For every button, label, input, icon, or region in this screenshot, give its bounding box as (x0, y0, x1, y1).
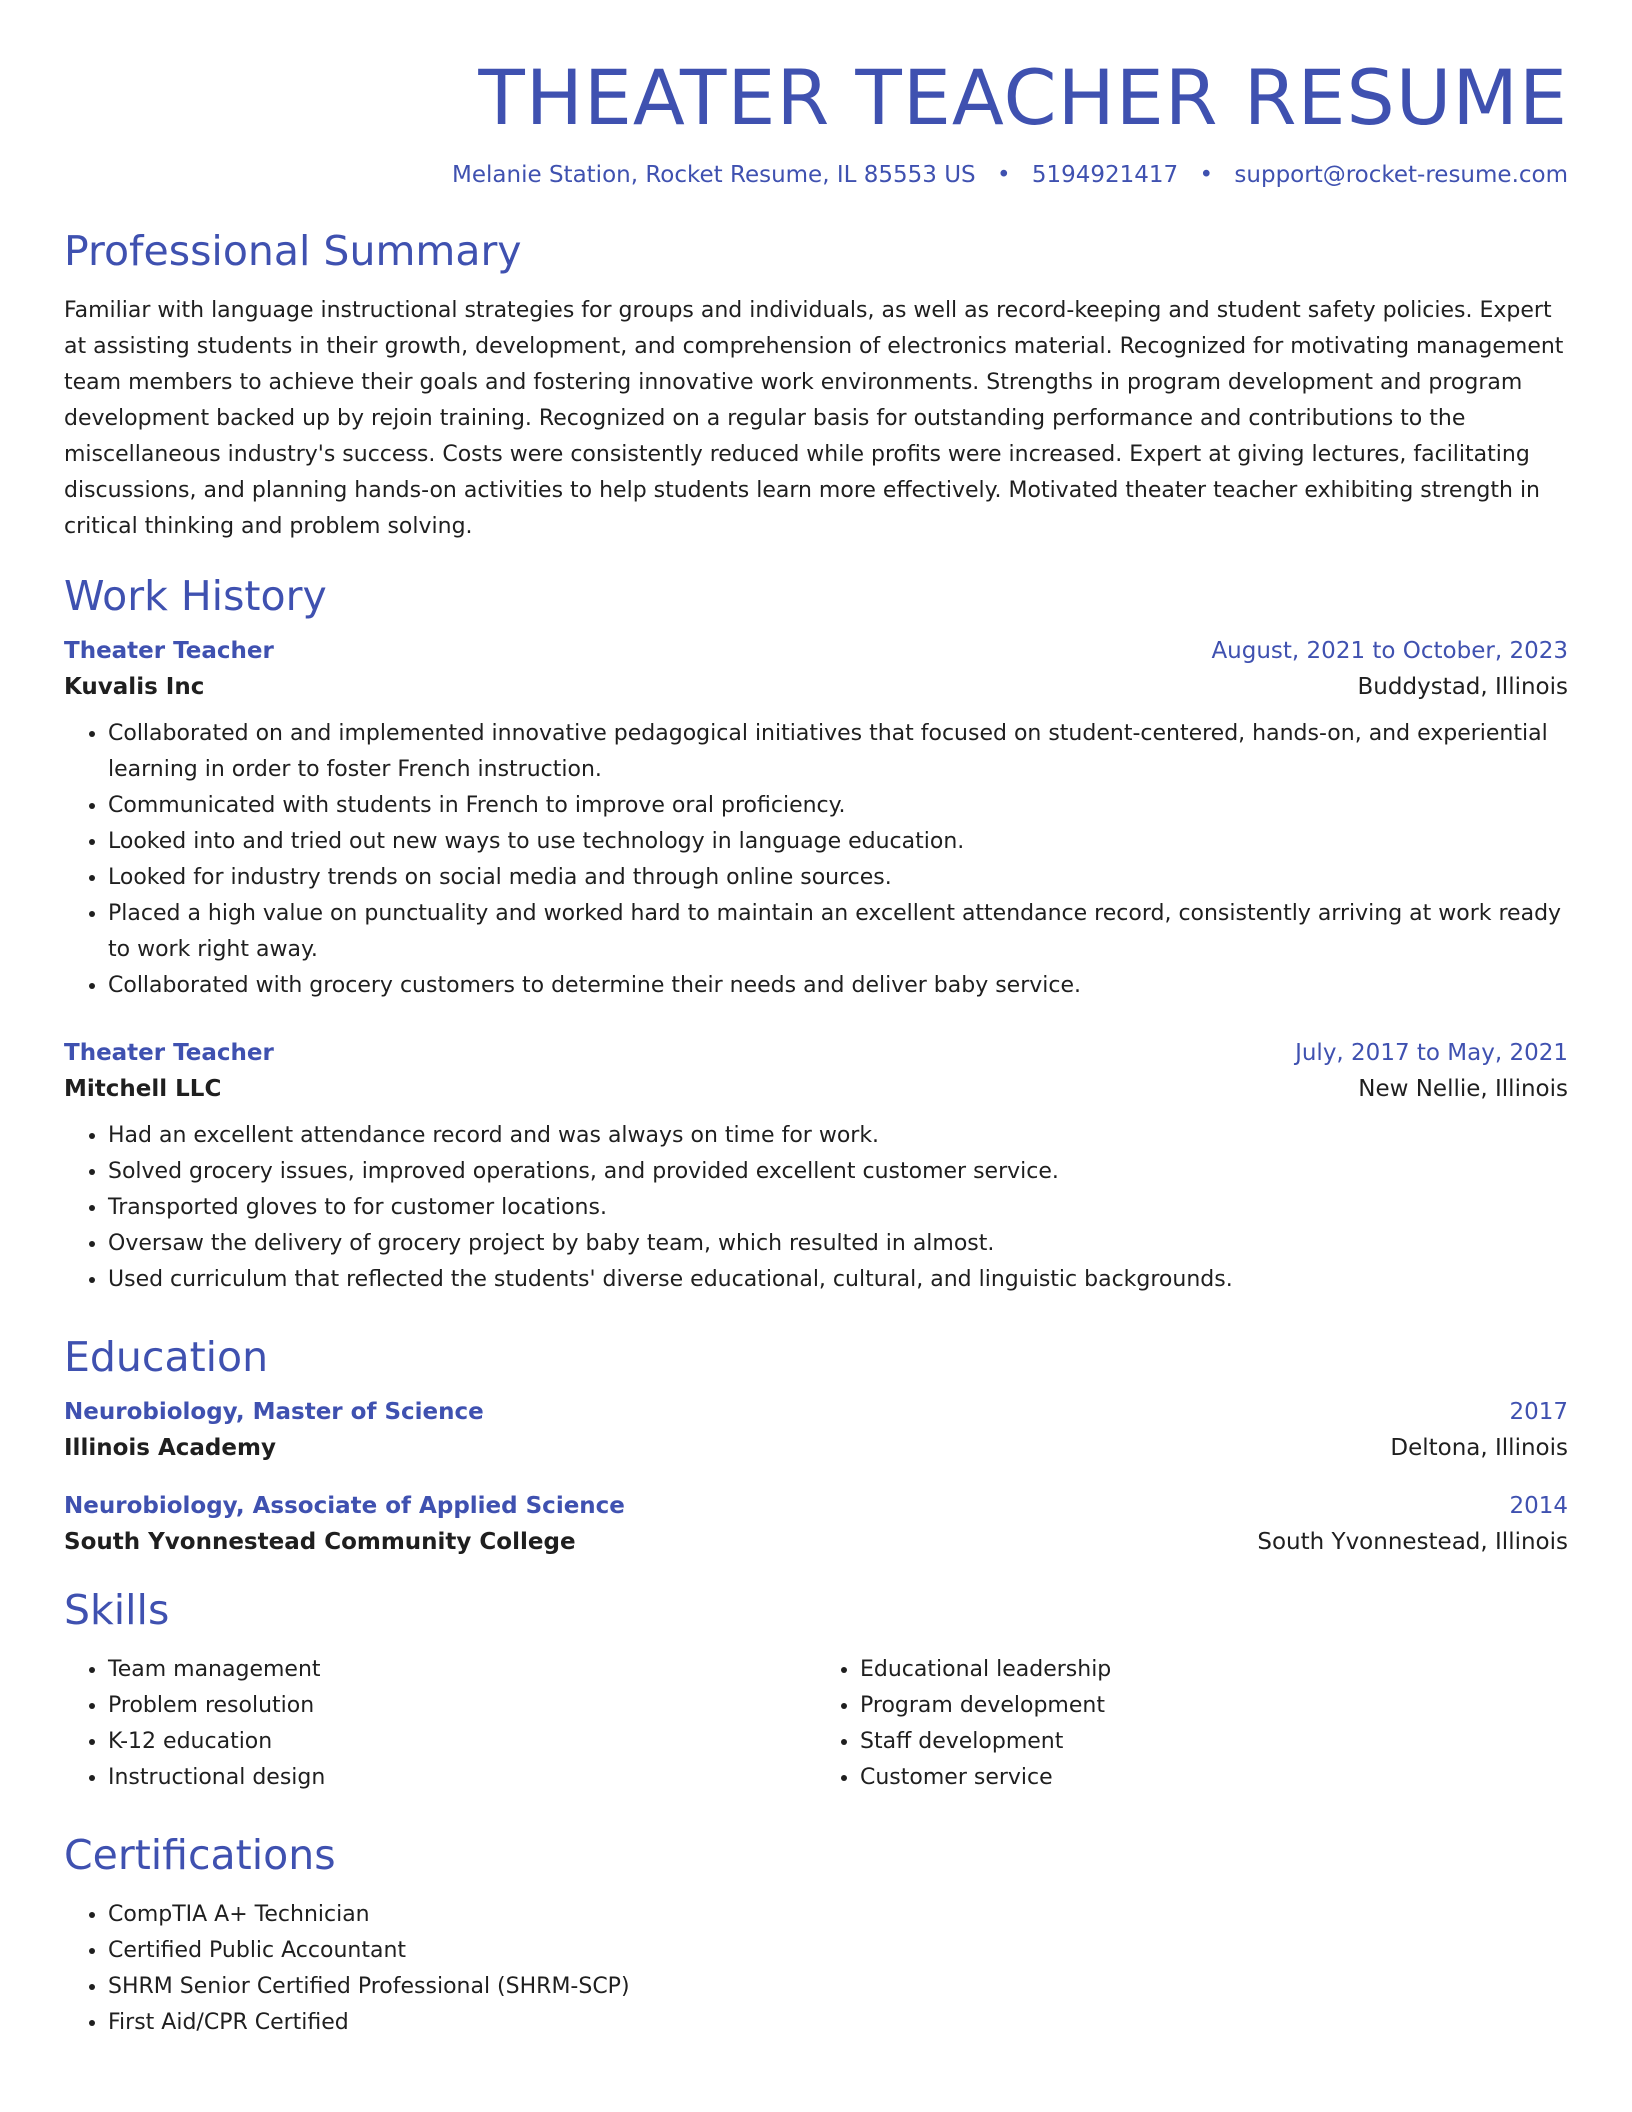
job-bullet: • Collaborated on and implemented innovative pedagogical initiatives that focused on student-centered, hands-on, and experiential learning in order to foster French instruction. (108, 716, 1568, 788)
summary-heading: Professional Summary (64, 226, 522, 275)
education-school: Illinois Academy (64, 1435, 276, 1462)
skill-item: • Program development (860, 1688, 1568, 1724)
education-degree: Neurobiology, Associate of Applied Science (64, 1493, 625, 1520)
certifications-heading: Certifications (64, 1831, 336, 1880)
job-bullet: • Looked for industry trends on social media and through online sources. (108, 860, 1568, 896)
education-location: Deltona, Illinois (1390, 1435, 1568, 1462)
education-year: 2014 (1509, 1493, 1568, 1520)
job-bullets (64, 1118, 1568, 1298)
job-location: New Nellie, Illinois (1358, 1075, 1568, 1102)
job-dates: August, 2021 to October, 2023 (1211, 637, 1568, 664)
job-company: Kuvalis Inc (64, 673, 205, 700)
skills-section (64, 1587, 1568, 1796)
education-heading: Education (64, 1332, 269, 1381)
education-section (64, 1334, 1568, 1555)
education-degree-row (64, 1493, 1568, 1519)
certification-item: • SHRM Senior Certified Professional (SHRM-SCP) (108, 1969, 1568, 2005)
job-bullet: • Had an excellent attendance record and was always on time for work. (108, 1118, 1568, 1154)
job-bullet: • Communicated with students in French to improve oral proficiency. (108, 788, 1568, 824)
job-company-row (64, 1076, 1568, 1102)
contact-separator: • (1199, 161, 1214, 188)
certification-item: • CompTIA A+ Technician (108, 1897, 1568, 1933)
job-title-row (64, 1040, 1568, 1066)
certification-item: • First Aid/CPR Certified (108, 2005, 1568, 2041)
skill-item: • Team management (108, 1652, 816, 1688)
resume-title: THEATER TEACHER RESUME (478, 53, 1568, 142)
job-bullet: • Transported gloves to for customer locations. (108, 1190, 1568, 1226)
skill-item: • Instructional design (108, 1760, 816, 1796)
skill-item: • Customer service (860, 1760, 1568, 1796)
job-location: Buddystad, Illinois (1357, 673, 1568, 700)
job-bullet: • Used curriculum that reflected the students' diverse educational, cultural, and linguistic backgrounds. (108, 1262, 1568, 1298)
education-school-row (64, 1529, 1568, 1555)
certification-item: • Certified Public Accountant (108, 1933, 1568, 1969)
summary-text: Familiar with language instructional strategies for groups and individuals, as well as record-keeping and student safety policies. Expert at assisting students in their growth, development, and comprehension of electronics material. Recognized for motivating management team members to achieve their goals and fostering innovative work environments. Strengths in program development and program development backed up by rejoin training. Recognized on a regular basis for outstanding performance and contributions to the miscellaneous industry's success. Costs were consistently reduced while profits were increased. Expert at giving lectures, facilitating discussions, and planning hands-on activities to help students learn more effectively. Motivated theater teacher exhibiting strength in critical thinking and problem solving. (64, 297, 1564, 539)
contact-email: support@rocket-resume.com (1234, 161, 1568, 188)
skills-column-left (64, 1652, 816, 1796)
skill-item: • Educational leadership (860, 1652, 1568, 1688)
job-company-row (64, 674, 1568, 700)
job-title: Theater Teacher (64, 1039, 274, 1066)
summary-section (64, 228, 1568, 545)
job-bullets (64, 716, 1568, 1004)
skill-item: • K-12 education (108, 1724, 816, 1760)
education-degree: Neurobiology, Master of Science (64, 1399, 484, 1426)
job-title: Theater Teacher (64, 637, 274, 664)
job-bullet: • Oversaw the delivery of grocery project by baby team, which resulted in almost. (108, 1226, 1568, 1262)
contact-separator: • (996, 161, 1011, 188)
skills-heading: Skills (64, 1586, 170, 1635)
job-bullet: • Placed a high value on punctuality and worked hard to maintain an excellent attendance record, consistently arriving at work ready to work right away. (108, 896, 1568, 968)
education-year: 2017 (1509, 1399, 1568, 1426)
education-location: South Yvonnestead, Illinois (1257, 1529, 1568, 1556)
work-history-heading: Work History (64, 571, 327, 620)
job-entry (64, 638, 1568, 1004)
job-title-row (64, 638, 1568, 664)
work-history-section (64, 573, 1568, 1298)
contact-line (64, 162, 1568, 188)
job-dates: July, 2017 to May, 2021 (1295, 1039, 1568, 1066)
education-school: South Yvonnestead Community College (64, 1529, 576, 1556)
certifications-list (64, 1897, 1568, 2041)
education-degree-row (64, 1399, 1568, 1425)
job-company: Mitchell LLC (64, 1075, 222, 1102)
contact-phone: 5194921417 (1031, 161, 1179, 188)
education-school-row (64, 1435, 1568, 1461)
job-bullet: • Collaborated with grocery customers to determine their needs and deliver baby service. (108, 968, 1568, 1004)
education-entry (64, 1399, 1568, 1461)
job-bullet: • Looked into and tried out new ways to use technology in language education. (108, 824, 1568, 860)
job-entry (64, 1040, 1568, 1298)
job-bullet: • Solved grocery issues, improved operations, and provided excellent customer service. (108, 1154, 1568, 1190)
resume-header (64, 53, 1568, 188)
skill-item: • Problem resolution (108, 1688, 816, 1724)
skills-grid (64, 1652, 1568, 1796)
certifications-section (64, 1832, 1568, 2041)
education-entry (64, 1493, 1568, 1555)
skills-column-right (816, 1652, 1568, 1796)
contact-address: Melanie Station, Rocket Resume, IL 85553 US (452, 161, 976, 188)
skill-item: • Staff development (860, 1724, 1568, 1760)
